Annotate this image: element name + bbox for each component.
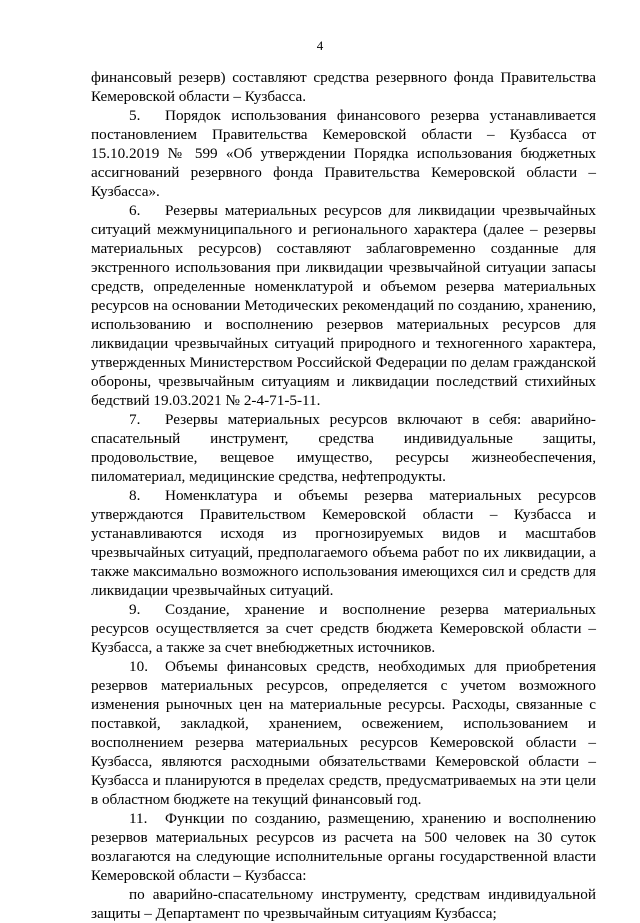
paragraph-text: Создание, хранение и восполнение резерва материальных ресурсов осуществляется за счет средств бюджета Кемеровской области – Кузбасса, а также за счет внебюджетных источников. xyxy=(91,601,596,656)
paragraph-number: 6. xyxy=(129,202,141,219)
paragraph-text: по аварийно-спасательному инструменту, средствам индивидуальной защиты – Департамент по чрезвычайным ситуациям Кузбасса; xyxy=(91,886,596,922)
paragraph-number: 10. xyxy=(129,658,148,675)
paragraph-text: Номенклатура и объемы резерва материальных ресурсов утверждаются Правительством Кемеровской области – Кузбасса и устанавливаются исходя из прогнозируемых видов и масштабов чрезвычайных ситуаций, предполагаемого объема работ по их ликвидации, а также максимально возможного использования имеющихся сил и средств для ликвидации чрезвычайных ситуаций. xyxy=(91,487,596,599)
paragraph-number: 7. xyxy=(129,411,141,428)
paragraph-number: 9. xyxy=(129,601,141,618)
paragraph-9 xyxy=(91,600,596,657)
paragraph-text: Объемы финансовых средств, необходимых для приобретения резервов материальных ресурсов, определяется с учетом возможного изменения рыночных цен на материальные ресурсы. Расходы, связанные с поставкой, закладкой, хранением, освежением, использованием и восполнением резерва материальных ресурсов Кемеровской области – Кузбасса, являются расходными обязательствами Кемеровской области – Кузбасса и планируются в пределах средств, предусматриваемых на эти цели в областном бюджете на текущий финансовый год. xyxy=(91,658,596,808)
paragraph-number: 11. xyxy=(129,810,148,827)
paragraph-number: 8. xyxy=(129,487,141,504)
paragraph-text: Порядок использования финансового резерва устанавливается постановлением Правительства Кемеровской области – Кузбасса от 15.10.2019 № 599 «Об утверждении Порядка использования бюджетных ассигнований резервного фонда Правительства Кемеровской области – Кузбасса». xyxy=(91,107,596,200)
paragraph-10 xyxy=(91,657,596,809)
paragraph-6 xyxy=(91,201,596,410)
paragraph-text: Функции по созданию, размещению, хранению и восполнению резервов материальных ресурсов из расчета на 500 человек на 30 суток возлагаются на следующие исполнительные органы государственной власти Кемеровской области – Кузбасса: xyxy=(91,810,596,884)
paragraph-text: Резервы материальных ресурсов для ликвидации чрезвычайных ситуаций межмуниципального и регионального характера (далее – резервы материальных ресурсов) составляют заблаговременно созданные для экстренного использования при ликвидации чрезвычайной ситуации запасы средств, определенные номенклатурой и объемом резерва материальных ресурсов на основании Методических рекомендаций по созданию, хранению, использованию и восполнению резервов материальных ресурсов для ликвидации чрезвычайных ситуаций природного и техногенного характера, утвержденных Министерством Российской Федерации по делам гражданской обороны, чрезвычайным ситуациям и ликвидации последствий стихийных бедствий 19.03.2021 № 2-4-71-5-11. xyxy=(91,202,596,409)
paragraph-text: Резервы материальных ресурсов включают в себя: аварийно-спасательный инструмент, средства индивидуальные защиты, продовольствие, вещевое имущество, ресурсы жизнеобеспечения, пиломатериал, медицинские средства, нефтепродукты. xyxy=(91,411,596,485)
paragraph-5 xyxy=(91,106,596,201)
paragraph-text: финансовый резерв) составляют средства резервного фонда Правительства Кемеровской области – Кузбасса. xyxy=(91,69,596,105)
paragraph-continuation xyxy=(91,68,596,106)
paragraph-11 xyxy=(91,809,596,885)
document-body xyxy=(91,68,596,923)
paragraph-number: 5. xyxy=(129,107,141,124)
paragraph-8 xyxy=(91,486,596,600)
paragraph-7 xyxy=(91,410,596,486)
paragraph-sub-item xyxy=(91,885,596,923)
page-number: 4 xyxy=(316,38,324,53)
